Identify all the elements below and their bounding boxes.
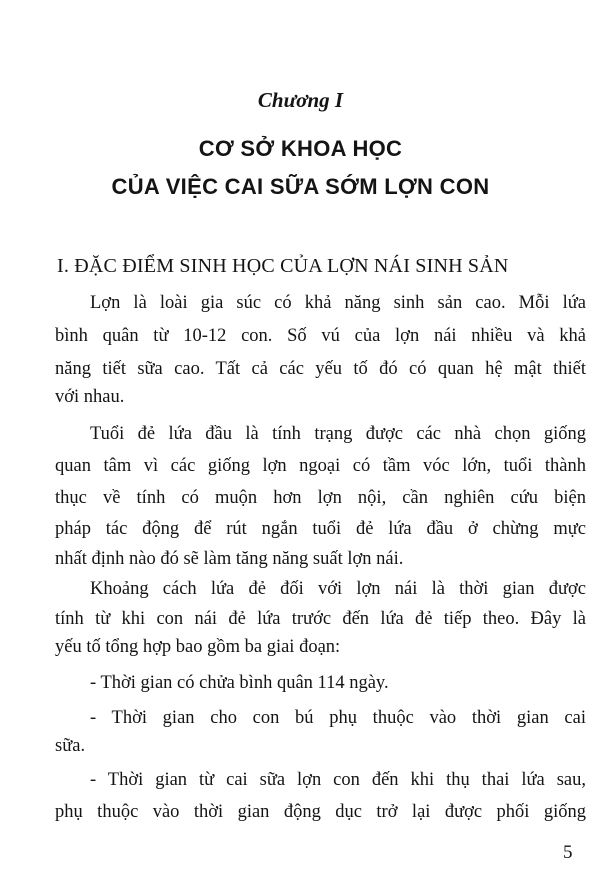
body-line: sữa. <box>55 736 86 756</box>
body-line: Tuổi đẻ lứa đầu là tính trạng được các nhà chọn giống <box>90 424 586 444</box>
body-line: nhất định nào đó sẽ làm tăng năng suất lợn nái. <box>55 549 404 569</box>
list-item: - Thời gian cho con bú phụ thuộc vào thời gian cai <box>90 708 586 728</box>
body-line: Lợn là loài gia súc có khả năng sinh sản cao. Mỗi lứa <box>90 293 586 313</box>
body-line: pháp tác động để rút ngắn tuổi đẻ lứa đầu ở chừng mực <box>55 519 586 539</box>
chapter-label: Chương I <box>257 88 344 112</box>
chapter-title-line-1: CƠ SỞ KHOA HỌC <box>198 136 403 161</box>
body-line: yếu tố tổng hợp bao gồm ba giai đoạn: <box>55 637 341 657</box>
body-line: tính từ khi con nái đẻ lứa trước đến lứa đẻ tiếp theo. Đây là <box>55 609 586 629</box>
chapter-title-line-2: CỦA VIỆC CAI SỮA SỚM LỢN CON <box>111 174 490 199</box>
body-line: phụ thuộc vào thời gian động dục trở lại được phối giống <box>55 802 586 822</box>
body-line: thục về tính có muộn hơn lợn nội, cần nghiên cứu biện <box>55 488 586 508</box>
body-line: Khoảng cách lứa đẻ đối với lợn nái là thời gian được <box>90 579 586 599</box>
list-item: - Thời gian có chửa bình quân 114 ngày. <box>90 673 389 693</box>
body-line: quan tâm vì các giống lợn ngoại có tầm vóc lớn, tuổi thành <box>55 456 586 476</box>
body-line: năng tiết sữa cao. Tất cả các yếu tố đó có quan hệ mật thiết <box>55 359 586 379</box>
body-line: với nhau. <box>55 387 125 407</box>
list-item: - Thời gian từ cai sữa lợn con đến khi thụ thai lứa sau, <box>90 770 586 790</box>
body-line: bình quân từ 10-12 con. Số vú của lợn nái nhiều và khả <box>55 326 586 346</box>
section-heading: I. ĐẶC ĐIỂM SINH HỌC CỦA LỢN NÁI SINH SẢN <box>57 255 509 277</box>
page-number: 5 <box>563 842 573 863</box>
